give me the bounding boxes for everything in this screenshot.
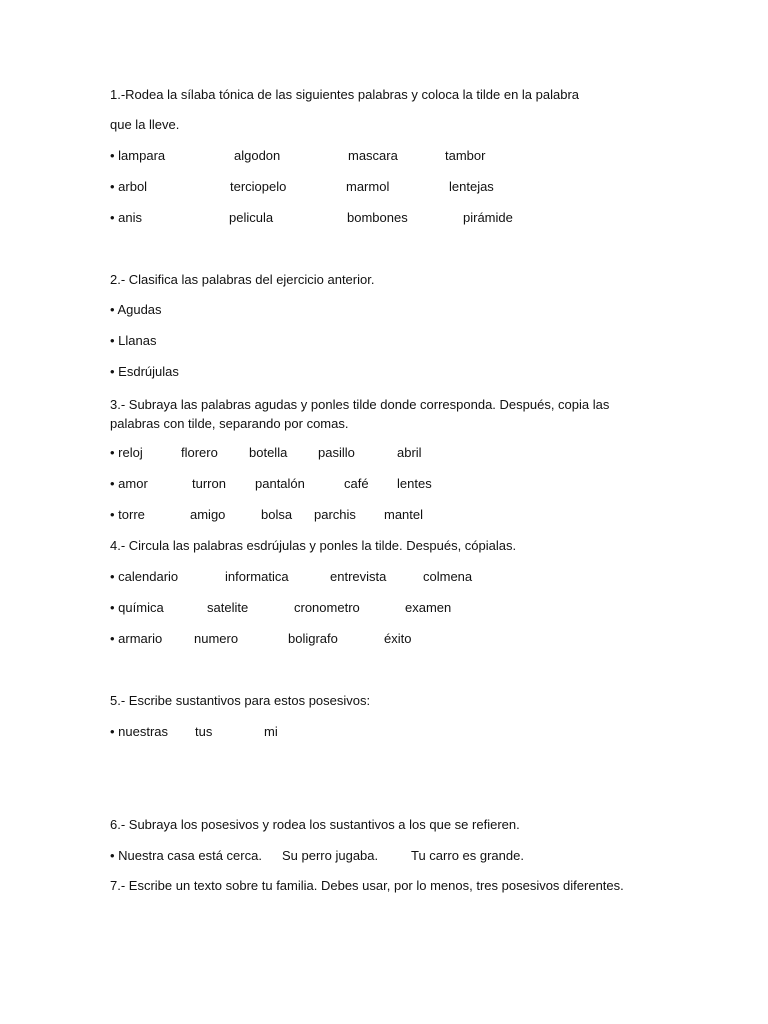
- word-item: boligrafo: [288, 631, 338, 646]
- ex6-instruction: 6.- Subraya los posesivos y rodea los sustantivos a los que se refieren.: [110, 817, 520, 832]
- word-item: bombones: [347, 210, 408, 225]
- word-item: cronometro: [294, 600, 360, 615]
- word-item: éxito: [384, 631, 412, 646]
- word-item: mi: [264, 724, 278, 739]
- word-item: mantel: [384, 507, 424, 522]
- word-item: • armario: [110, 631, 163, 646]
- word-item: pelicula: [229, 210, 274, 225]
- word-item: botella: [249, 445, 288, 460]
- word-item: • torre: [110, 507, 145, 522]
- word-item: numero: [194, 631, 239, 646]
- word-item: • calendario: [110, 569, 179, 584]
- sentence-item: Su perro jugaba.: [282, 848, 379, 863]
- word-item: lentes: [397, 476, 432, 491]
- word-item: café: [344, 476, 369, 491]
- word-item: florero: [181, 445, 218, 460]
- word-item: • química: [110, 600, 164, 615]
- word-item: colmena: [423, 569, 473, 584]
- word-item: pirámide: [463, 210, 513, 225]
- sentence-item: • Nuestra casa está cerca.: [110, 848, 262, 863]
- word-item: pantalón: [255, 476, 305, 491]
- ex5-instruction: 5.- Escribe sustantivos para estos posesivos:: [110, 693, 371, 708]
- ex2-item-esdrujulas: • Esdrújulas: [110, 364, 179, 379]
- word-item: satelite: [207, 600, 249, 615]
- word-item: terciopelo: [230, 179, 287, 194]
- word-item: pasillo: [318, 445, 355, 460]
- word-item: examen: [405, 600, 452, 615]
- word-item: • nuestras: [110, 724, 169, 739]
- ex2-item-llanas: • Llanas: [110, 333, 157, 348]
- word-item: • lampara: [110, 148, 166, 163]
- word-item: bolsa: [261, 507, 293, 522]
- sentence-item: Tu carro es grande.: [411, 848, 524, 863]
- ex2-item-agudas: • Agudas: [110, 302, 162, 317]
- ex7-instruction: 7.- Escribe un texto sobre tu familia. Debes usar, por lo menos, tres posesivos diferentes.: [110, 878, 624, 893]
- word-item: turron: [192, 476, 226, 491]
- ex1-instruction-line2: que la lleve.: [110, 117, 180, 132]
- word-item: informatica: [225, 569, 289, 584]
- word-item: entrevista: [330, 569, 387, 584]
- word-item: • anis: [110, 210, 143, 225]
- word-item: parchis: [314, 507, 356, 522]
- word-item: • amor: [110, 476, 148, 491]
- ex3-instruction: 3.- Subraya las palabras agudas y ponles tilde donde corresponda. Después, copia las palabras con tilde, separando por comas.: [110, 397, 610, 431]
- word-item: lentejas: [449, 179, 494, 194]
- word-item: • arbol: [110, 179, 148, 194]
- word-item: mascara: [348, 148, 398, 163]
- word-item: tambor: [445, 148, 486, 163]
- word-item: algodon: [234, 148, 281, 163]
- word-item: tus: [195, 724, 213, 739]
- word-item: marmol: [346, 179, 390, 194]
- ex2-instruction: 2.- Clasifica las palabras del ejercicio anterior.: [110, 272, 375, 287]
- word-item: amigo: [190, 507, 226, 522]
- word-item: abril: [397, 445, 422, 460]
- ex1-instruction-line1: 1.-Rodea la sílaba tónica de las siguientes palabras y coloca la tilde en la palabra: [110, 87, 580, 102]
- ex4-instruction: 4.- Circula las palabras esdrújulas y ponles la tilde. Después, cópialas.: [110, 538, 517, 553]
- word-item: • reloj: [110, 445, 143, 460]
